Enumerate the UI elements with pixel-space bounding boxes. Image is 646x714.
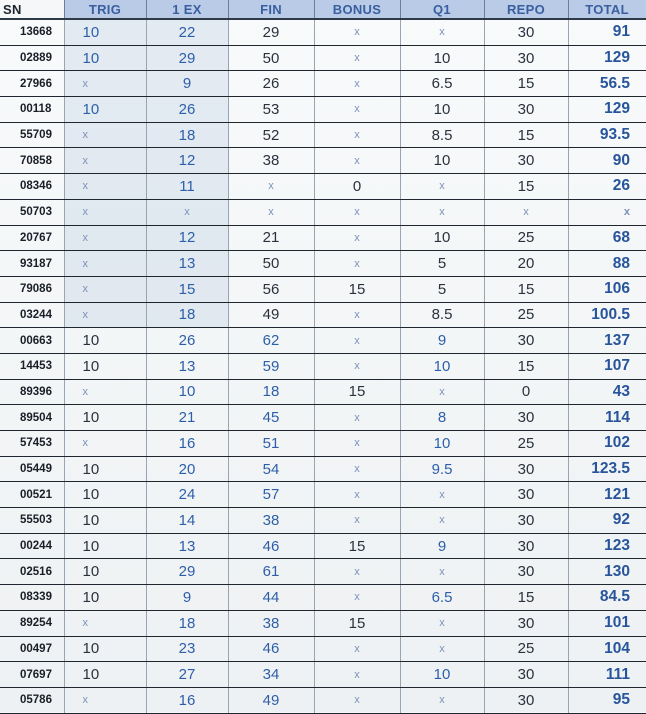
table-row bbox=[0, 610, 646, 636]
total-cell: 111 bbox=[568, 662, 646, 688]
student-number-cell: 05449 bbox=[0, 456, 64, 482]
q1-cell: 6.5 bbox=[400, 71, 484, 97]
repo-cell: 30 bbox=[484, 687, 568, 713]
table-row bbox=[0, 431, 646, 457]
table-row bbox=[0, 482, 646, 508]
table-row bbox=[0, 225, 646, 251]
table-row bbox=[0, 302, 646, 328]
student-number-cell: 57453 bbox=[0, 431, 64, 457]
total-cell: 130 bbox=[568, 559, 646, 585]
total-cell: 95 bbox=[568, 687, 646, 713]
student-number-cell: 08346 bbox=[0, 174, 64, 200]
final-cell: 45 bbox=[228, 405, 314, 431]
repo-cell: 30 bbox=[484, 456, 568, 482]
final-cell: 34 bbox=[228, 662, 314, 688]
q1-cell: x bbox=[400, 379, 484, 405]
repo-cell: 30 bbox=[484, 97, 568, 123]
student-number-cell: 50703 bbox=[0, 199, 64, 225]
total-cell: 84.5 bbox=[568, 585, 646, 611]
student-number-cell: 55709 bbox=[0, 122, 64, 148]
final-cell: 49 bbox=[228, 302, 314, 328]
student-number-cell: 00244 bbox=[0, 533, 64, 559]
final-cell: 44 bbox=[228, 585, 314, 611]
final-cell: 29 bbox=[228, 19, 314, 45]
exam1-cell: 9 bbox=[146, 71, 228, 97]
final-cell: 53 bbox=[228, 97, 314, 123]
header-q1: Q1 bbox=[400, 0, 484, 19]
student-number-cell: 00663 bbox=[0, 328, 64, 354]
bonus-cell: x bbox=[314, 97, 400, 123]
trig-cell: 10 bbox=[64, 559, 146, 585]
total-cell: 107 bbox=[568, 353, 646, 379]
trig-cell: x bbox=[64, 302, 146, 328]
student-number-cell: 05786 bbox=[0, 687, 64, 713]
header-bonus: BONUS bbox=[314, 0, 400, 19]
table-row bbox=[0, 122, 646, 148]
final-cell: 46 bbox=[228, 636, 314, 662]
final-cell: 18 bbox=[228, 379, 314, 405]
exam1-cell: 22 bbox=[146, 19, 228, 45]
repo-cell: 0 bbox=[484, 379, 568, 405]
table-row bbox=[0, 251, 646, 277]
q1-cell: 8.5 bbox=[400, 122, 484, 148]
final-cell: 51 bbox=[228, 431, 314, 457]
trig-cell: 10 bbox=[64, 19, 146, 45]
total-cell: 43 bbox=[568, 379, 646, 405]
trig-cell: x bbox=[64, 610, 146, 636]
table-row bbox=[0, 379, 646, 405]
q1-cell: 8.5 bbox=[400, 302, 484, 328]
exam1-cell: 15 bbox=[146, 276, 228, 302]
header-total: TOTAL bbox=[568, 0, 646, 19]
repo-cell: 25 bbox=[484, 225, 568, 251]
trig-cell: x bbox=[64, 687, 146, 713]
total-cell: 123.5 bbox=[568, 456, 646, 482]
trig-cell: 10 bbox=[64, 328, 146, 354]
exam1-cell: 21 bbox=[146, 405, 228, 431]
repo-cell: 30 bbox=[484, 19, 568, 45]
student-number-cell: 03244 bbox=[0, 302, 64, 328]
student-number-cell: 89396 bbox=[0, 379, 64, 405]
student-number-cell: 93187 bbox=[0, 251, 64, 277]
student-number-cell: 13668 bbox=[0, 19, 64, 45]
q1-cell: 10 bbox=[400, 662, 484, 688]
trig-cell: 10 bbox=[64, 45, 146, 71]
student-number-cell: 00521 bbox=[0, 482, 64, 508]
bonus-cell: x bbox=[314, 148, 400, 174]
header-1ex: 1 EX bbox=[146, 0, 228, 19]
table-row bbox=[0, 71, 646, 97]
repo-cell: 30 bbox=[484, 405, 568, 431]
repo-cell: 25 bbox=[484, 431, 568, 457]
exam1-cell: 16 bbox=[146, 687, 228, 713]
q1-cell: 9.5 bbox=[400, 456, 484, 482]
trig-cell: 10 bbox=[64, 508, 146, 534]
student-number-cell: 14453 bbox=[0, 353, 64, 379]
bonus-cell: x bbox=[314, 71, 400, 97]
table-row bbox=[0, 559, 646, 585]
student-number-cell: 00118 bbox=[0, 97, 64, 123]
total-cell: 106 bbox=[568, 276, 646, 302]
bonus-cell: x bbox=[314, 353, 400, 379]
exam1-cell: 29 bbox=[146, 45, 228, 71]
final-cell: 21 bbox=[228, 225, 314, 251]
student-number-cell: 07697 bbox=[0, 662, 64, 688]
repo-cell: 15 bbox=[484, 174, 568, 200]
table-row bbox=[0, 45, 646, 71]
repo-cell: 30 bbox=[484, 482, 568, 508]
table-row bbox=[0, 97, 646, 123]
table-row bbox=[0, 533, 646, 559]
table-row bbox=[0, 353, 646, 379]
bonus-cell: x bbox=[314, 328, 400, 354]
student-number-cell: 00497 bbox=[0, 636, 64, 662]
total-cell: 101 bbox=[568, 610, 646, 636]
exam1-cell: 9 bbox=[146, 585, 228, 611]
repo-cell: 15 bbox=[484, 71, 568, 97]
exam1-cell: 14 bbox=[146, 508, 228, 534]
total-cell: 92 bbox=[568, 508, 646, 534]
table-row bbox=[0, 405, 646, 431]
bonus-cell: 0 bbox=[314, 174, 400, 200]
bonus-cell: x bbox=[314, 199, 400, 225]
final-cell: 59 bbox=[228, 353, 314, 379]
trig-cell: 10 bbox=[64, 353, 146, 379]
final-cell: 52 bbox=[228, 122, 314, 148]
table-row bbox=[0, 456, 646, 482]
final-cell: 61 bbox=[228, 559, 314, 585]
q1-cell: 8 bbox=[400, 405, 484, 431]
q1-cell: x bbox=[400, 559, 484, 585]
repo-cell: 30 bbox=[484, 508, 568, 534]
table-row bbox=[0, 636, 646, 662]
table-body bbox=[0, 19, 646, 713]
exam1-cell: 13 bbox=[146, 533, 228, 559]
trig-cell: x bbox=[64, 276, 146, 302]
table-row bbox=[0, 662, 646, 688]
header-trig: TRIG bbox=[64, 0, 146, 19]
student-number-cell: 27966 bbox=[0, 71, 64, 97]
total-cell: 129 bbox=[568, 45, 646, 71]
total-cell: 104 bbox=[568, 636, 646, 662]
trig-cell: x bbox=[64, 71, 146, 97]
student-number-cell: 70858 bbox=[0, 148, 64, 174]
q1-cell: 10 bbox=[400, 45, 484, 71]
final-cell: x bbox=[228, 199, 314, 225]
bonus-cell: x bbox=[314, 302, 400, 328]
trig-cell: 10 bbox=[64, 405, 146, 431]
student-number-cell: 08339 bbox=[0, 585, 64, 611]
final-cell: 46 bbox=[228, 533, 314, 559]
q1-cell: x bbox=[400, 636, 484, 662]
total-cell: 114 bbox=[568, 405, 646, 431]
trig-cell: x bbox=[64, 148, 146, 174]
repo-cell: 30 bbox=[484, 559, 568, 585]
student-number-cell: 02516 bbox=[0, 559, 64, 585]
repo-cell: 30 bbox=[484, 328, 568, 354]
bonus-cell: 15 bbox=[314, 276, 400, 302]
bonus-cell: x bbox=[314, 687, 400, 713]
header-fin: FIN bbox=[228, 0, 314, 19]
trig-cell: 10 bbox=[64, 456, 146, 482]
q1-cell: x bbox=[400, 199, 484, 225]
bonus-cell: x bbox=[314, 122, 400, 148]
final-cell: 56 bbox=[228, 276, 314, 302]
final-cell: 62 bbox=[228, 328, 314, 354]
table-header bbox=[0, 0, 646, 19]
q1-cell: 10 bbox=[400, 431, 484, 457]
total-cell: 123 bbox=[568, 533, 646, 559]
bonus-cell: 15 bbox=[314, 533, 400, 559]
trig-cell: x bbox=[64, 199, 146, 225]
total-cell: 137 bbox=[568, 328, 646, 354]
student-number-cell: 20767 bbox=[0, 225, 64, 251]
table-row bbox=[0, 19, 646, 45]
total-cell: 93.5 bbox=[568, 122, 646, 148]
student-number-cell: 79086 bbox=[0, 276, 64, 302]
exam1-cell: 27 bbox=[146, 662, 228, 688]
total-cell: 68 bbox=[568, 225, 646, 251]
repo-cell: 15 bbox=[484, 353, 568, 379]
total-cell: 88 bbox=[568, 251, 646, 277]
q1-cell: 10 bbox=[400, 97, 484, 123]
student-number-cell: 55503 bbox=[0, 508, 64, 534]
repo-cell: 20 bbox=[484, 251, 568, 277]
header-row bbox=[0, 0, 646, 19]
trig-cell: 10 bbox=[64, 533, 146, 559]
table-row bbox=[0, 687, 646, 713]
trig-cell: x bbox=[64, 174, 146, 200]
table-row bbox=[0, 328, 646, 354]
bonus-cell: x bbox=[314, 431, 400, 457]
trig-cell: x bbox=[64, 431, 146, 457]
bonus-cell: 15 bbox=[314, 610, 400, 636]
exam1-cell: x bbox=[146, 199, 228, 225]
exam1-cell: 10 bbox=[146, 379, 228, 405]
table-row bbox=[0, 585, 646, 611]
final-cell: 38 bbox=[228, 610, 314, 636]
exam1-cell: 29 bbox=[146, 559, 228, 585]
final-cell: 49 bbox=[228, 687, 314, 713]
repo-cell: 25 bbox=[484, 302, 568, 328]
repo-cell: 15 bbox=[484, 585, 568, 611]
total-cell: 26 bbox=[568, 174, 646, 200]
bonus-cell: x bbox=[314, 45, 400, 71]
q1-cell: 9 bbox=[400, 533, 484, 559]
repo-cell: 15 bbox=[484, 122, 568, 148]
bonus-cell: x bbox=[314, 662, 400, 688]
q1-cell: x bbox=[400, 19, 484, 45]
exam1-cell: 18 bbox=[146, 610, 228, 636]
exam1-cell: 13 bbox=[146, 353, 228, 379]
total-cell: x bbox=[568, 199, 646, 225]
repo-cell: 30 bbox=[484, 662, 568, 688]
trig-cell: x bbox=[64, 225, 146, 251]
trig-cell: 10 bbox=[64, 97, 146, 123]
q1-cell: 5 bbox=[400, 276, 484, 302]
repo-cell: 30 bbox=[484, 45, 568, 71]
q1-cell: 10 bbox=[400, 225, 484, 251]
bonus-cell: 15 bbox=[314, 379, 400, 405]
q1-cell: 5 bbox=[400, 251, 484, 277]
final-cell: 38 bbox=[228, 508, 314, 534]
q1-cell: x bbox=[400, 174, 484, 200]
total-cell: 129 bbox=[568, 97, 646, 123]
bonus-cell: x bbox=[314, 251, 400, 277]
exam1-cell: 12 bbox=[146, 148, 228, 174]
total-cell: 56.5 bbox=[568, 71, 646, 97]
trig-cell: x bbox=[64, 122, 146, 148]
total-cell: 121 bbox=[568, 482, 646, 508]
exam1-cell: 12 bbox=[146, 225, 228, 251]
q1-cell: x bbox=[400, 610, 484, 636]
header-sn: SN bbox=[0, 0, 64, 19]
exam1-cell: 23 bbox=[146, 636, 228, 662]
repo-cell: 30 bbox=[484, 533, 568, 559]
q1-cell: x bbox=[400, 687, 484, 713]
trig-cell: 10 bbox=[64, 585, 146, 611]
table-row bbox=[0, 174, 646, 200]
trig-cell: 10 bbox=[64, 662, 146, 688]
bonus-cell: x bbox=[314, 456, 400, 482]
bonus-cell: x bbox=[314, 19, 400, 45]
q1-cell: x bbox=[400, 508, 484, 534]
q1-cell: 10 bbox=[400, 148, 484, 174]
q1-cell: 6.5 bbox=[400, 585, 484, 611]
repo-cell: 30 bbox=[484, 610, 568, 636]
bonus-cell: x bbox=[314, 636, 400, 662]
student-number-cell: 89504 bbox=[0, 405, 64, 431]
exam1-cell: 26 bbox=[146, 97, 228, 123]
repo-cell: 25 bbox=[484, 636, 568, 662]
repo-cell: 15 bbox=[484, 276, 568, 302]
total-cell: 102 bbox=[568, 431, 646, 457]
exam1-cell: 13 bbox=[146, 251, 228, 277]
total-cell: 90 bbox=[568, 148, 646, 174]
exam1-cell: 26 bbox=[146, 328, 228, 354]
repo-cell: x bbox=[484, 199, 568, 225]
bonus-cell: x bbox=[314, 508, 400, 534]
final-cell: 57 bbox=[228, 482, 314, 508]
table-row bbox=[0, 508, 646, 534]
q1-cell: x bbox=[400, 482, 484, 508]
final-cell: x bbox=[228, 174, 314, 200]
bonus-cell: x bbox=[314, 225, 400, 251]
bonus-cell: x bbox=[314, 559, 400, 585]
total-cell: 91 bbox=[568, 19, 646, 45]
trig-cell: 10 bbox=[64, 482, 146, 508]
q1-cell: 10 bbox=[400, 353, 484, 379]
exam1-cell: 24 bbox=[146, 482, 228, 508]
final-cell: 38 bbox=[228, 148, 314, 174]
total-cell: 100.5 bbox=[568, 302, 646, 328]
exam1-cell: 18 bbox=[146, 122, 228, 148]
final-cell: 50 bbox=[228, 45, 314, 71]
repo-cell: 30 bbox=[484, 148, 568, 174]
trig-cell: x bbox=[64, 251, 146, 277]
bonus-cell: x bbox=[314, 482, 400, 508]
exam1-cell: 11 bbox=[146, 174, 228, 200]
trig-cell: x bbox=[64, 379, 146, 405]
final-cell: 26 bbox=[228, 71, 314, 97]
trig-cell: 10 bbox=[64, 636, 146, 662]
table-row bbox=[0, 276, 646, 302]
header-repo: REPO bbox=[484, 0, 568, 19]
final-cell: 54 bbox=[228, 456, 314, 482]
exam1-cell: 18 bbox=[146, 302, 228, 328]
table-row bbox=[0, 148, 646, 174]
bonus-cell: x bbox=[314, 585, 400, 611]
q1-cell: 9 bbox=[400, 328, 484, 354]
student-number-cell: 89254 bbox=[0, 610, 64, 636]
student-number-cell: 02889 bbox=[0, 45, 64, 71]
exam1-cell: 20 bbox=[146, 456, 228, 482]
exam1-cell: 16 bbox=[146, 431, 228, 457]
final-cell: 50 bbox=[228, 251, 314, 277]
table-row bbox=[0, 199, 646, 225]
bonus-cell: x bbox=[314, 405, 400, 431]
